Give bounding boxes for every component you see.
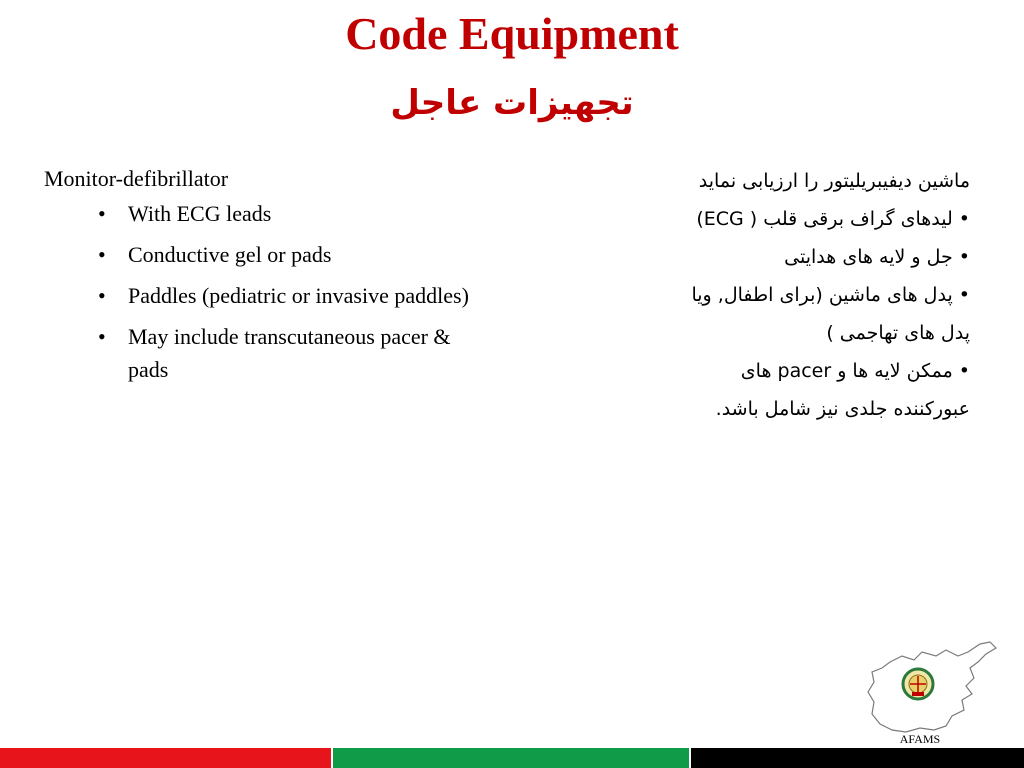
list-item: [44, 279, 484, 312]
bullet-marker: •: [98, 201, 106, 226]
english-bullet-list: [44, 197, 484, 386]
list-item-text: Conductive gel or pads: [128, 242, 332, 267]
dari-line: • ممکن لایه ها و pacer های: [740, 360, 970, 382]
band-red: [0, 748, 331, 768]
slide-subtitle: تجهیزات عاجل: [390, 83, 634, 123]
dari-line: پدل های تهاجمی ): [826, 322, 970, 344]
flag-color-band: [0, 748, 1024, 768]
band-green: [333, 748, 689, 768]
bullet-marker: •: [98, 283, 106, 308]
bullet-marker: •: [98, 324, 106, 349]
band-black: [691, 748, 1024, 768]
dari-line: ماشین دیفیبریلیتور را ارزیابی نماید: [698, 170, 970, 192]
bullet-marker: •: [98, 242, 106, 267]
english-content: [44, 163, 484, 394]
afghanistan-map-logo: [862, 634, 1002, 744]
dari-line: • لیدهای گراف برقی قلب ( ECG): [696, 208, 970, 230]
list-item: [44, 238, 484, 271]
dari-line: • پدل های ماشین (برای اطفال, ویا: [691, 284, 970, 306]
list-item-text: With ECG leads: [128, 201, 272, 226]
list-item-text: Paddles (pediatric or invasive paddles): [128, 283, 469, 308]
list-item-text: May include transcutaneous pacer & pads: [128, 324, 451, 382]
list-item: [44, 320, 484, 386]
list-item: [44, 197, 484, 230]
slide-title: Code Equipment: [345, 8, 679, 59]
dari-line: • جل و لایه های هدایتی: [784, 246, 970, 268]
dari-line: عبورکننده جلدی نیز شامل باشد.: [715, 398, 970, 420]
dari-content: [548, 162, 970, 428]
english-heading: Monitor-defibrillator: [44, 166, 229, 191]
logo-caption: AFAMS: [899, 732, 941, 746]
